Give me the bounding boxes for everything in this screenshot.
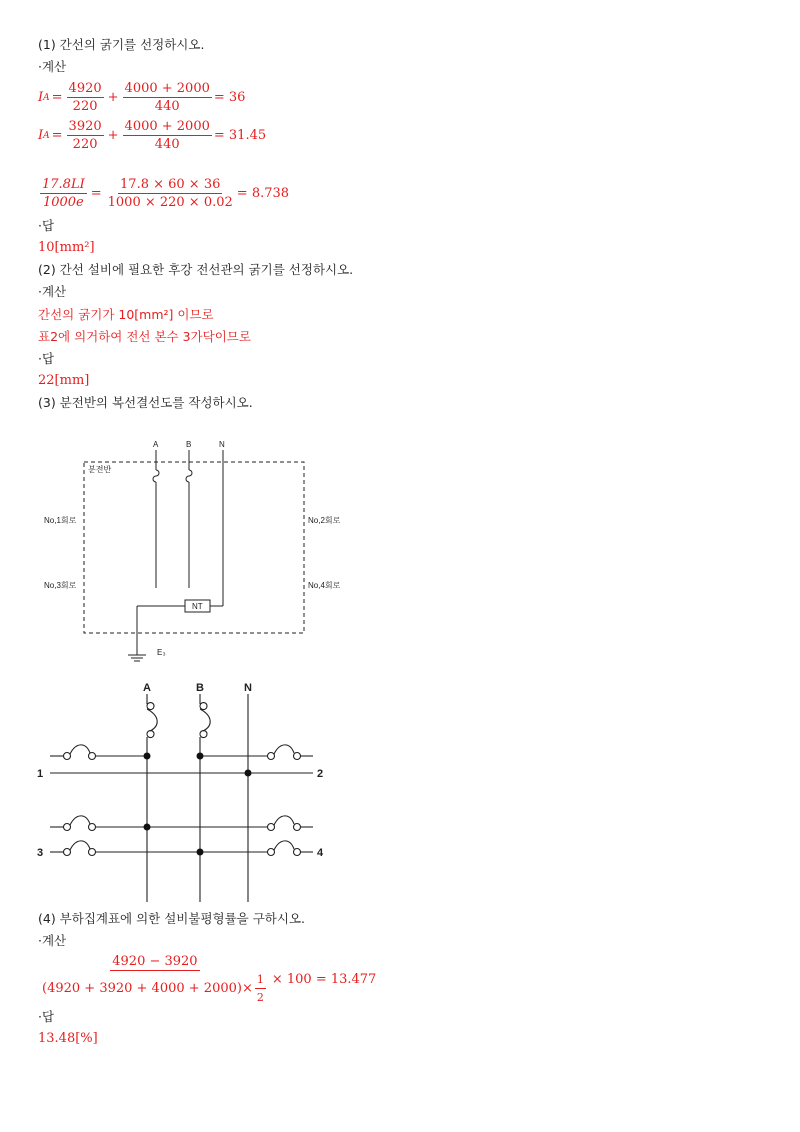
q2-answer: 22[mm] <box>38 373 90 388</box>
q2-line-2: 표2에 의거하여 전선 본수 3가닥이므로 <box>38 329 251 344</box>
junction-dot <box>197 753 204 760</box>
circuit-4-label: No,4회로 <box>308 581 341 590</box>
d2-label-n: N <box>244 682 252 694</box>
q2-title: (2) 간선 설비에 필요한 후강 전선관의 굵기를 선정하시오. <box>38 262 354 277</box>
panel-label: 분전반 <box>88 465 112 474</box>
q1-calc-label: ·계산 <box>38 59 67 74</box>
d1-label-b: B <box>186 440 192 449</box>
d2-label-b: B <box>196 682 204 694</box>
q4-equation: 4920 − 3920 (4920 + 3920 + 4000 + 2000)× $\frac{1}{2}$ × 100 = 13.477 <box>42 954 377 1004</box>
d2-label-1: 1 <box>37 768 44 780</box>
d2-label-3: 3 <box>37 847 44 859</box>
q2-answer-label: ·답 <box>38 351 55 366</box>
wiring-diagram <box>0 676 800 906</box>
circuit-2-label: No,2회로 <box>308 516 341 525</box>
q2-line-1: 간선의 굵기가 10[mm²] 이므로 <box>38 307 214 322</box>
junction-dot <box>197 849 204 856</box>
q4-calc-label: ·계산 <box>38 933 67 948</box>
q3-title: (3) 분전반의 복선결선도를 작성하시오. <box>38 395 253 410</box>
circuit-1-label: No,1회로 <box>44 516 77 525</box>
circuit-3-label: No,3회로 <box>44 581 77 590</box>
q2-calc-label: ·계산 <box>38 284 67 299</box>
nt-label: NT <box>192 602 203 611</box>
ground-label: E₃ <box>157 648 166 657</box>
d2-label-2: 2 <box>317 768 324 780</box>
d2-label-4: 4 <box>317 847 324 859</box>
q1-equation-2: I A = $\frac{3920}{220}$ + $\frac{4000 + 2000}{440}$ = 31.45 <box>38 119 267 152</box>
q1-title: (1) 간선의 굵기를 선정하시오. <box>38 37 205 52</box>
q4-answer-label: ·답 <box>38 1009 55 1024</box>
q1-answer-label: ·답 <box>38 218 55 233</box>
d1-label-n: N <box>219 440 225 449</box>
junction-dot <box>144 824 151 831</box>
panel-diagram <box>0 436 800 666</box>
junction-dot <box>245 770 252 777</box>
q1-equation-1: I A = $\frac{4920}{220}$ + $\frac{4000 + 2000}{440}$ = 36 <box>38 81 246 114</box>
q1-answer: 10[mm²] <box>38 240 95 255</box>
q4-answer: 13.48[%] <box>38 1031 98 1046</box>
junction-dot <box>144 753 151 760</box>
q4-title: (4) 부하집계표에 의한 설비불평형률을 구하시오. <box>38 911 305 926</box>
d1-label-a: A <box>153 440 159 449</box>
q1-equation-3: $\frac{17.8LI}{1000e}$ = $\frac{17.8 \times 60 \times 36}{1000 \times 220 \times 0.02}$ = 8.738 <box>42 177 290 210</box>
d2-label-a: A <box>143 682 151 694</box>
